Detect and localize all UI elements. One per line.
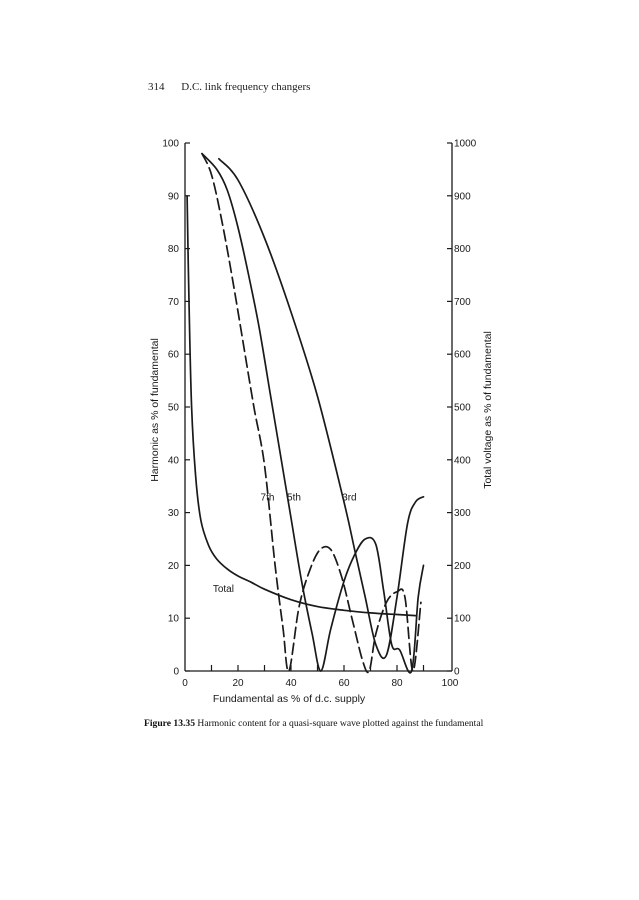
y-tick-label: 60 bbox=[167, 349, 179, 361]
y2-tick-label: 300 bbox=[454, 508, 471, 520]
y-tick-label: 40 bbox=[167, 455, 179, 467]
page-number: 314 bbox=[148, 81, 165, 93]
curve-label: 3rd bbox=[342, 492, 357, 504]
x-tick-label: 0 bbox=[182, 678, 188, 689]
y-tick-label: 30 bbox=[167, 508, 179, 520]
y-tick-label: 20 bbox=[167, 560, 179, 572]
y2-tick-label: 800 bbox=[454, 244, 471, 256]
x-axis-label: Fundamental as % of d.c. supply bbox=[212, 693, 366, 705]
y2-tick-label: 600 bbox=[454, 349, 471, 361]
curve-label: 5th bbox=[287, 492, 301, 504]
y-tick-label: 100 bbox=[162, 138, 179, 150]
y-tick-label: 70 bbox=[167, 296, 179, 308]
series-line-5th bbox=[202, 154, 424, 673]
caption-text: Harmonic content for a quasi-square wave plotted against the fundamental bbox=[197, 718, 484, 729]
x-tick-label: 60 bbox=[338, 678, 350, 689]
y2-tick-label: 700 bbox=[454, 296, 471, 308]
y2-tick-label: 0 bbox=[454, 666, 460, 678]
chart-annotations bbox=[213, 492, 357, 595]
y2-tick-label: 200 bbox=[454, 560, 471, 572]
series-line-total bbox=[187, 196, 415, 616]
y2-tick-label: 100 bbox=[454, 613, 471, 625]
series-line-7th bbox=[202, 154, 421, 673]
y-axis-label: Harmonic as % of fundamental bbox=[149, 338, 161, 482]
curve-label: 7th bbox=[260, 492, 275, 504]
y2-tick-label: 400 bbox=[454, 455, 471, 467]
y-tick-label: 90 bbox=[167, 191, 179, 203]
series-line-3rd bbox=[219, 159, 424, 658]
y-tick-label: 50 bbox=[167, 402, 179, 414]
figure-label: Figure 13.35 bbox=[144, 718, 195, 729]
curve-label: Total bbox=[212, 584, 234, 596]
y2-tick-label: 500 bbox=[454, 402, 471, 414]
y-tick-label: 80 bbox=[167, 244, 179, 256]
y2-tick-label: 900 bbox=[454, 191, 471, 203]
running-head: D.C. link frequency changers bbox=[181, 81, 311, 93]
y2-axis-label: Total voltage as % of fundamental bbox=[482, 331, 494, 489]
x-tick-label: 20 bbox=[232, 678, 244, 689]
x-tick-label: 40 bbox=[285, 678, 297, 689]
y2-tick-label: 1000 bbox=[454, 138, 477, 150]
x-tick-label: 80 bbox=[391, 678, 403, 689]
x-tick-label: 100 bbox=[441, 678, 459, 689]
y-tick-label: 10 bbox=[167, 613, 179, 625]
y-tick-label: 0 bbox=[173, 666, 179, 678]
figure-caption bbox=[144, 718, 564, 729]
